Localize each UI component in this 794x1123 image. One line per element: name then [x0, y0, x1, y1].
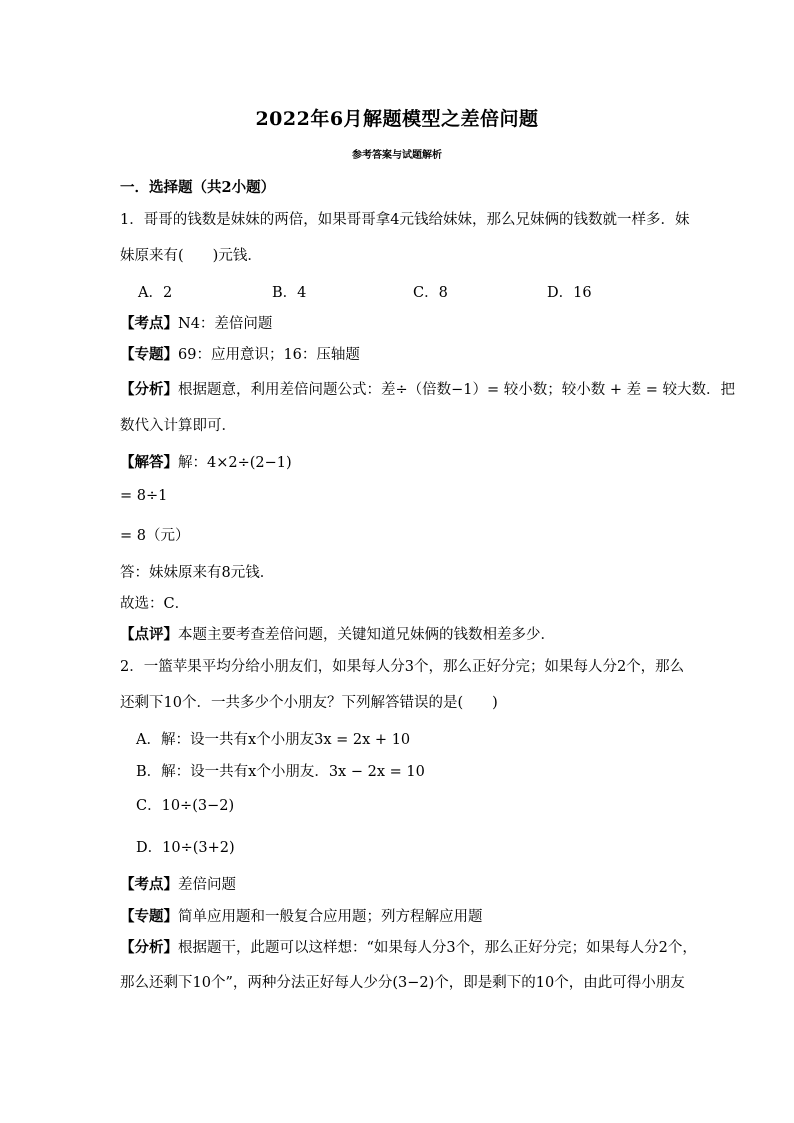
q1-option-d: D．16: [547, 285, 592, 301]
q2-fenxi: [120, 936, 697, 957]
q2-option-b: B．解：设一共有x个小朋友．3x − 2x = 10: [136, 764, 425, 780]
q2-kaodian: [120, 873, 236, 894]
q2-fenxi-label: 【分析】: [120, 939, 178, 956]
q1-dianping-text: 本题主要考查差倍问题，关键知道兄妹俩的钱数相差多少．: [178, 627, 555, 643]
section-heading: 一．选择题（共2小题）: [120, 179, 276, 196]
q1-fenxi: [120, 378, 735, 399]
document-title: 2022年6月解题模型之差倍问题: [255, 108, 539, 130]
q1-jieda-line2: = 8÷1: [120, 488, 168, 504]
q1-stem-line2: 妹原来有( )元钱．: [120, 248, 262, 264]
q1-zhuanti: [120, 343, 360, 364]
q2-fenxi-line2: 那么还剩下10个”，两种分法正好每人少分(3−2)个，即是剩下的10个，由此可得小朋友: [120, 975, 685, 991]
q2-zhuanti-text: 简单应用题和一般复合应用题；列方程解应用题: [178, 909, 483, 925]
q1-dianping-label: 【点评】: [120, 626, 178, 643]
q1-fenxi-label: 【分析】: [120, 381, 178, 398]
q1-kaodian-text: N4：差倍问题: [178, 316, 273, 332]
q2-stem-line1: 2．一篮苹果平均分给小朋友们，如果每人分3个，那么正好分完；如果每人分2个，那么: [120, 659, 685, 675]
q2-stem-line2: 还剩下10个．一共多少个小朋友？下列解答错误的是( ): [120, 695, 498, 711]
q1-jieda: [120, 451, 292, 472]
q1-jieda-line1: 解：4×2÷(2−1): [178, 455, 292, 471]
q1-kaodian-label: 【考点】: [120, 315, 178, 332]
q1-fenxi-text: 根据题意，利用差倍问题公式：差÷（倍数−1）= 较小数；较小数 + 差 = 较大数．把: [178, 382, 736, 398]
q2-option-a: A．解：设一共有x个小朋友3x = 2x + 10: [136, 732, 411, 748]
q1-stem-line1: 1．哥哥的钱数是妹妹的两倍，如果哥哥拿4元钱给妹妹，那么兄妹俩的钱数就一样多．妹: [120, 212, 690, 228]
q2-kaodian-label: 【考点】: [120, 876, 178, 893]
q1-zhuanti-text: 69：应用意识；16：压轴题: [178, 347, 360, 363]
document-subtitle: 参考答案与试题解析: [352, 150, 442, 161]
q1-option-a: A．2: [138, 285, 173, 301]
q2-zhuanti-label: 【专题】: [120, 908, 178, 925]
q1-jieda-line3: = 8（元）: [120, 528, 190, 544]
q2-fenxi-text: 根据题干，此题可以这样想：“如果每人分3个，那么正好分完；如果每人分2个，: [178, 940, 697, 956]
q1-dianping: [120, 623, 555, 644]
q2-option-d: D．10÷(3+2): [136, 840, 235, 856]
q1-options: [138, 281, 698, 301]
q2-zhuanti: [120, 905, 483, 926]
q1-choice: 故选：C．: [120, 596, 190, 612]
q1-kaodian: [120, 312, 272, 333]
q1-answer: 答：妹妹原来有8元钱．: [120, 565, 275, 581]
q1-fenxi-line2: 数代入计算即可．: [120, 418, 236, 434]
q2-kaodian-text: 差倍问题: [178, 877, 236, 893]
q1-option-c: C．8: [413, 285, 448, 301]
q2-option-c: C．10÷(3−2): [136, 798, 235, 814]
q1-option-b: B．4: [272, 285, 307, 301]
q1-jieda-label: 【解答】: [120, 454, 178, 471]
q1-zhuanti-label: 【专题】: [120, 346, 178, 363]
